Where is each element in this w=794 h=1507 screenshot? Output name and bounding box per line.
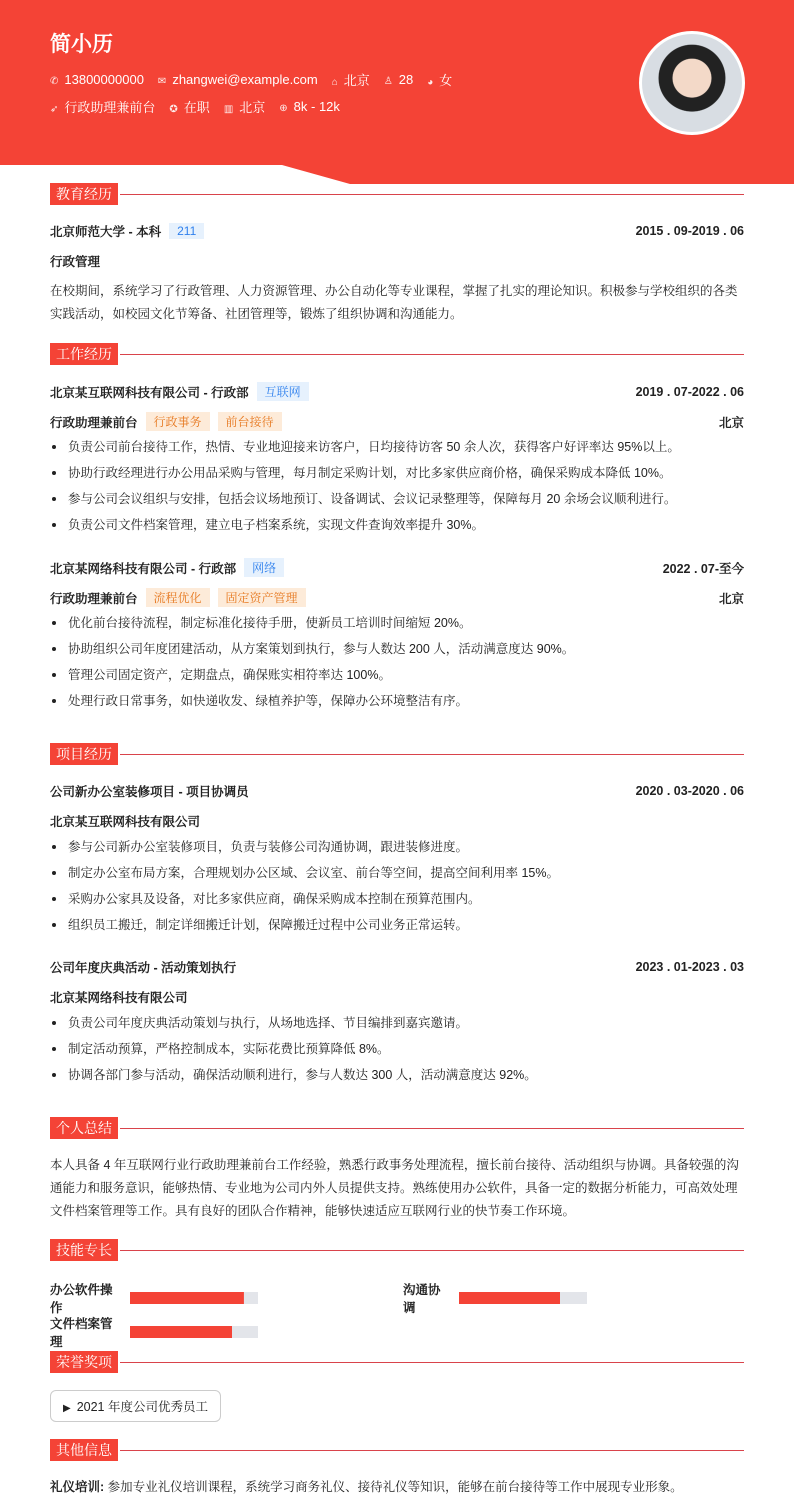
company: 北京某互联网科技有限公司: [50, 815, 201, 829]
work-role-row: [50, 588, 744, 607]
gender-icon: ◕: [427, 77, 434, 88]
award-item[interactable]: [50, 1390, 221, 1422]
location: 北京: [343, 73, 370, 88]
building-icon: ▥: [223, 104, 234, 115]
bullet-list: [50, 834, 744, 938]
company: 北京某网络科技有限公司: [50, 991, 188, 1005]
avatar: [639, 31, 745, 135]
major-row: [50, 252, 744, 270]
role: 行政助理兼前台: [50, 415, 138, 430]
education-row: [50, 222, 744, 240]
email-icon: ✉: [157, 76, 167, 87]
work-role-row: [50, 412, 744, 431]
bullet-list: [50, 434, 744, 538]
send-icon: ➶: [50, 104, 59, 115]
project-company-row: [50, 812, 744, 830]
list-item: 协助行政经理进行办公用品采购与管理，每月制定采购计划，对比多家供应商价格，确保采购成本降低 10%。: [50, 460, 744, 486]
school: 北京师范大学 - 本科: [50, 225, 162, 239]
skill-fill: [130, 1292, 244, 1304]
skill-item: [50, 1280, 258, 1316]
date: 2019 . 07-2022 . 06: [635, 384, 744, 399]
skill-name: 沟通协调: [403, 1283, 441, 1315]
status: 在职: [183, 100, 210, 115]
phone-icon: ✆: [50, 76, 59, 87]
divider: [120, 354, 744, 355]
divider: [120, 1450, 744, 1451]
caret-right-icon: ▶: [63, 1403, 71, 1414]
section-title: 技能专长: [50, 1239, 118, 1261]
skill-bar: [130, 1292, 258, 1304]
section-awards: [50, 1351, 744, 1373]
divider: [120, 194, 744, 195]
skill-tag: 行政事务: [146, 412, 210, 431]
project-row: [50, 958, 744, 976]
summary-text: 本人具备 4 年互联网行业行政助理兼前台工作经验，熟悉行政事务处理流程，擅长前台接待、活动组织与协调。具备较强的沟通能力和服务意识，能够热情、专业地为公司内外人员提供支持。熟练使用办公软件，具备一定的数据分析能力，可高效处理文件档案管理等工作。具有良好的团队合作精神，能够快速适应互联网行业的快节奏工作环境。: [50, 1158, 739, 1218]
school-tag: 211: [169, 223, 204, 239]
bullet-list: [50, 610, 744, 714]
list-item: 制定活动预算，严格控制成本，实际花费比预算降低 8%。: [50, 1036, 744, 1062]
divider: [120, 754, 744, 755]
section-title: 个人总结: [50, 1117, 118, 1139]
skill-bar: [130, 1326, 258, 1338]
skill-fill: [459, 1292, 560, 1304]
project-company-row: [50, 988, 744, 1006]
skill-tag: 前台接待: [218, 412, 282, 431]
contact-info: [50, 70, 452, 89]
list-item: 参与公司新办公室装修项目，负责与装修公司沟通协调，跟进装修进度。: [50, 834, 744, 860]
section-title: 项目经历: [50, 743, 118, 765]
section-title: 工作经历: [50, 343, 118, 365]
city: 北京: [239, 100, 266, 115]
project-row: [50, 782, 744, 800]
list-item: 优化前台接待流程，制定标准化接待手册，使新员工培训时间缩短 20%。: [50, 610, 744, 636]
skill-item: [50, 1314, 258, 1350]
list-item: 组织员工搬迁，制定详细搬迁计划，保障搬迁过程中公司业务正常运转。: [50, 912, 744, 938]
skill-fill: [130, 1326, 232, 1338]
list-item: 参与公司会议组织与安排，包括会议场地预订、设备调试、会议记录整理等，保障每月 20 余场会议顺利进行。: [50, 486, 744, 512]
list-item: 管理公司固定资产，定期盘点，确保账实相符率达 100%。: [50, 662, 744, 688]
list-item: 处理行政日常事务，如快递收发、绿植养护等，保障办公环境整洁有序。: [50, 688, 744, 714]
company: 北京某网络科技有限公司 - 行政部: [50, 561, 237, 576]
section-project: [50, 743, 744, 765]
list-item: 协调各部门参与活动，确保活动顺利进行，参与人数达 300 人，活动满意度达 92%。: [50, 1062, 744, 1088]
city: 北京: [718, 591, 744, 606]
age-icon: ♙: [383, 76, 393, 87]
section-title: 教育经历: [50, 183, 118, 205]
position: 行政助理兼前台: [64, 100, 156, 115]
project-name: 公司年度庆典活动 - 活动策划执行: [50, 961, 237, 975]
other-label: 礼仪培训:: [50, 1480, 105, 1494]
skill-bar: [459, 1292, 587, 1304]
other-info: [50, 1476, 744, 1499]
date: 2023 . 01-2023 . 03: [635, 960, 744, 974]
home-icon: ⌂: [331, 77, 338, 88]
divider: [120, 1250, 744, 1251]
project-name: 公司新办公室装修项目 - 项目协调员: [50, 785, 249, 799]
skill-name: 文件档案管理: [50, 1317, 113, 1349]
email: zhangwei@example.com: [172, 72, 318, 87]
date: 2015 . 09-2019 . 06: [635, 224, 744, 238]
city: 北京: [718, 415, 744, 430]
list-item: 负责公司前台接待工作，热情、专业地迎接来访客户，日均接待访客 50 余人次，获得客户好评率达 95%以上。: [50, 434, 744, 460]
education-desc: 在校期间，系统学习了行政管理、人力资源管理、办公自动化等专业课程，掌握了扎实的理论知识。积极参与学校组织的各类实践活动，如校园文化节筹备、社团管理等，锻炼了组织协调和沟通能力。: [50, 284, 738, 321]
date: 2020 . 03-2020 . 06: [635, 784, 744, 798]
award-text: 2021 年度公司优秀员工: [76, 1400, 208, 1414]
section-education: [50, 183, 744, 205]
skill-tag: 流程优化: [146, 588, 210, 607]
major: 行政管理: [50, 255, 101, 269]
job-intent: [50, 97, 340, 116]
salary-icon: ⊕: [279, 103, 288, 114]
list-item: 协助组织公司年度团建活动，从方案策划到执行，参与人数达 200 人，活动满意度达 90%。: [50, 636, 744, 662]
work-company-row: [50, 558, 744, 577]
skill-item: [403, 1280, 587, 1316]
section-summary: [50, 1117, 744, 1139]
divider: [120, 1128, 744, 1129]
candidate-name: 简小历: [50, 33, 113, 56]
list-item: 负责公司年度庆典活动策划与执行，从场地选择、节目编排到嘉宾邀请。: [50, 1010, 744, 1036]
section-title: 荣誉奖项: [50, 1351, 118, 1373]
phone: 13800000000: [64, 72, 144, 87]
skill-name: 办公软件操作: [50, 1283, 113, 1315]
other-text: 参加专业礼仪培训课程，系统学习商务礼仪、接待礼仪等知识，能够在前台接待等工作中展现专业形象。: [107, 1480, 683, 1494]
industry-tag: 互联网: [257, 382, 309, 401]
divider: [120, 1362, 744, 1363]
list-item: 制定办公室布局方案，合理规划办公区域、会议室、前台等空间，提高空间利用率 15%。: [50, 860, 744, 886]
list-item: 采购办公家具及设备，对比多家供应商，确保采购成本控制在预算范围内。: [50, 886, 744, 912]
section-other: [50, 1439, 744, 1461]
section-skills: [50, 1239, 744, 1261]
skill-tag: 固定资产管理: [218, 588, 306, 607]
list-item: 负责公司文件档案管理，建立电子档案系统，实现文件查询效率提升 30%。: [50, 512, 744, 538]
company: 北京某互联网科技有限公司 - 行政部: [50, 385, 249, 400]
status-icon: ✪: [169, 104, 178, 115]
date: 2022 . 07-至今: [662, 561, 744, 576]
section-title: 其他信息: [50, 1439, 118, 1461]
industry-tag: 网络: [244, 558, 284, 577]
work-company-row: [50, 382, 744, 401]
section-work: [50, 343, 744, 365]
salary: 8k - 12k: [293, 99, 340, 114]
bullet-list: [50, 1010, 744, 1088]
role: 行政助理兼前台: [50, 591, 138, 606]
gender: 女: [439, 73, 453, 88]
age: 28: [398, 72, 414, 87]
